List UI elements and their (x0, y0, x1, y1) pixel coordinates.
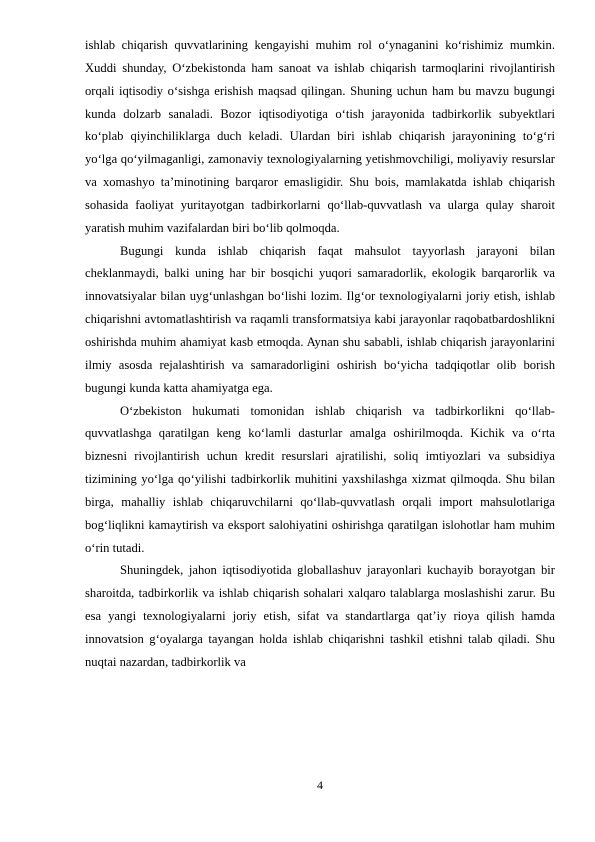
paragraph-3: O‘zbekiston hukumati tomonidan ishlab chiqarish va tadbirkorlikni qo‘llab-quvvatlashga qaratilgan keng ko‘lamli dasturlar amalga oshirilmoqda. Kichik va o‘rta biznesni rivojlantirish uchun kredit resurslari ajratilishi, soliq imtiyozlari va subsidiya tizimining yo‘lga qo‘yilishi tadbirkorlik muhitini yaxshilashga xizmat qilmoqda. Shu bilan birga, mahalliy ishlab chiqaruvchilarni qo‘llab-quvvatlash orqali import mahsulotlariga bog‘liqlikni kamaytirish va eksport salohiyatini oshirishga qaratilgan islohotlar ham muhim o‘rin tutadi. (85, 403, 555, 555)
paragraph-2: Bugungi kunda ishlab chiqarish faqat mahsulot tayyorlash jarayoni bilan cheklanmaydi, balki uning har bir bosqichi yuqori samaradorlik, ekologik barqarorlik va innovatsiyalar bilan uyg‘unlashgan bo‘lishi lozim. Ilg‘or texnologiyalarni joriy etish, ishlab chiqarishni avtomatlashtirish va raqamli transformatsiya kabi jarayonlar raqobatbardoshlikni oshirishda muhim ahamiyat kasb etmoqda. Aynan shu sababli, ishlab chiqarish jarayonlarini ilmiy asosda rejalashtirish va samaradorligini oshirish bo‘yicha tadqiqotlar olib borish bugungi kunda katta ahamiyatga ega. (85, 243, 555, 395)
document-body (85, 34, 555, 674)
paragraph-1: ishlab chiqarish quvvatlarining kengayishi muhim rol o‘ynaganini ko‘rishimiz mumkin. Xuddi shunday, O‘zbekistonda ham sanoat va ishlab chiqarish tarmoqlarini rivojlantirish orqali iqtisodiy o‘sishga erishish maqsad qilingan. Shuning uchun ham bu mavzu bugungi kunda dolzarb sanaladi. Bozor iqtisodiyotiga o‘tish jarayonida tadbirkorlik subyektlari ko‘plab qiyinchiliklarga duch keladi. Ulardan biri ishlab chiqarish jarayonining to‘g‘ri yo‘lga qo‘yilmaganligi, zamonaviy texnologiyalarning yetishmovchiligi, moliyaviy resurslar va xomashyo ta’minotining barqaror emasligidir. Shu bois, mamlakatda ishlab chiqarish sohasida faoliyat yuritayotgan tadbirkorlarni qo‘llab-quvvatlash va ularga qulay sharoit yaratish muhim vazifalardan biri bo‘lib qolmoqda. (85, 38, 555, 235)
page-number: 4 (317, 778, 323, 792)
paragraph-4: Shuningdek, jahon iqtisodiyotida globallashuv jarayonlari kuchayib borayotgan bir sharoitda, tadbirkorlik va ishlab chiqarish sohalari xalqaro talablarga moslashishi zarur. Bu esa yangi texnologiyalarni joriy etish, sifat va standartlarga qat’iy rioya qilish hamda innovatsion g‘oyalarga tayangan holda ishlab chiqarishni tashkil etishni talab qiladi. Shu nuqtai nazardan, tadbirkorlik va (85, 563, 555, 669)
